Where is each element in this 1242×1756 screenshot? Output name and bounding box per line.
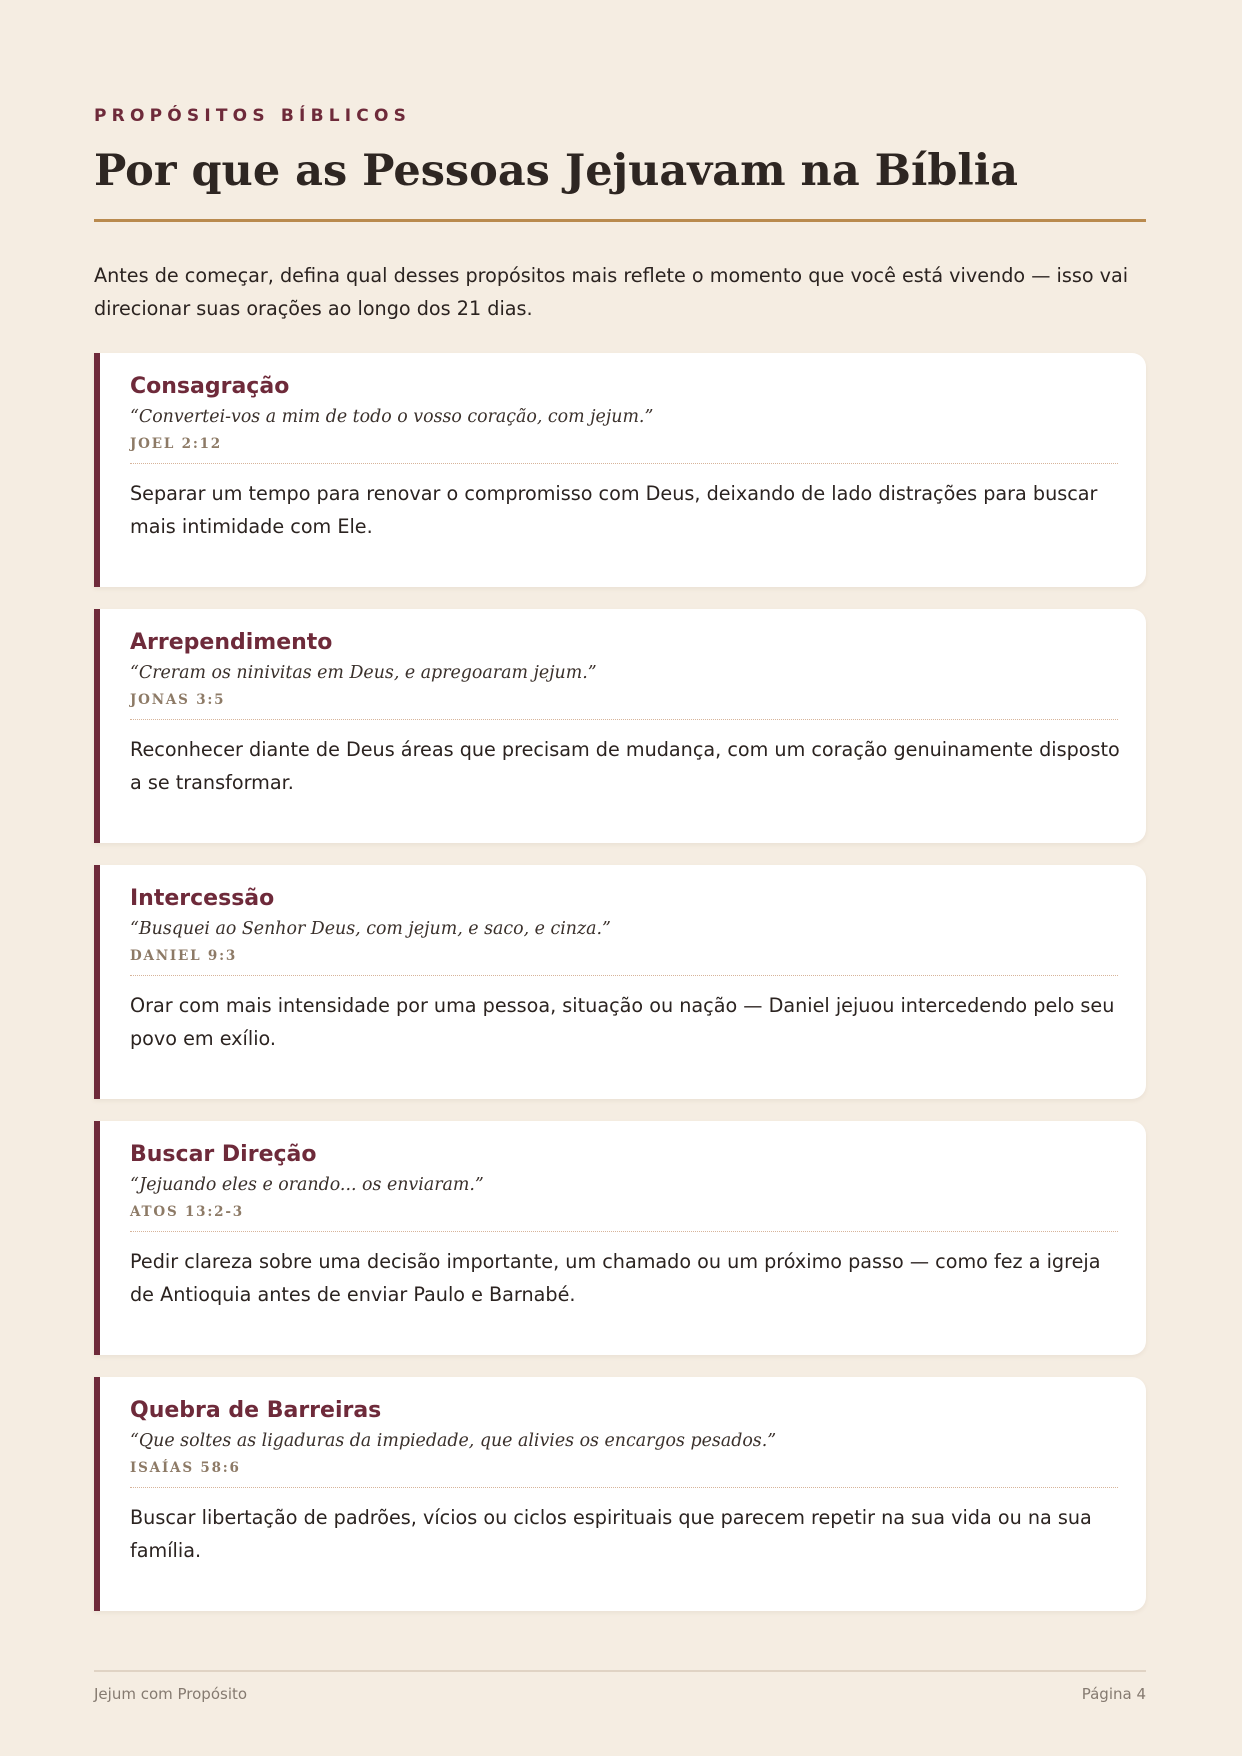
footer-document-title: Jejum com Propósito — [94, 1685, 248, 1703]
title-divider — [94, 219, 1146, 222]
purpose-card-intercessao — [94, 865, 1146, 1099]
card-description: Pedir clareza sobre uma decisão importante, um chamado ou um próximo passo — como fez a igreja de Antioquia antes de enviar Paulo e Barnabé. — [130, 1250, 1101, 1306]
card-divider — [130, 1231, 1118, 1232]
card-reference: JONAS 3:5 — [130, 692, 226, 708]
card-divider — [130, 719, 1118, 720]
intro-paragraph: Antes de começar, defina qual desses propósitos mais reflete o momento que você está vivendo — isso vai direcionar suas orações ao longo dos 21 dias. — [94, 264, 1129, 320]
card-title: Intercessão — [130, 886, 275, 911]
card-title: Buscar Direção — [130, 1142, 317, 1167]
document-page — [94, 0, 1146, 1756]
card-description: Orar com mais intensidade por uma pessoa, situação ou nação — Daniel jejuou intercedendo pelo seu povo em exílio. — [130, 994, 1115, 1050]
purpose-card-consagracao — [94, 353, 1146, 587]
purpose-cards — [94, 353, 1146, 1611]
page-title: Por que as Pessoas Jejuavam na Bíblia — [94, 146, 1018, 196]
card-title: Consagração — [130, 374, 290, 399]
card-title: Arrependimento — [130, 630, 333, 655]
card-quote: “Jejuando eles e orando... os enviaram.” — [130, 1175, 484, 1195]
card-description: Reconhecer diante de Deus áreas que precisam de mudança, com um coração genuinamente disposto a se transformar. — [130, 738, 1120, 794]
footer-divider — [94, 1670, 1146, 1672]
card-description: Separar um tempo para renovar o compromisso com Deus, deixando de lado distrações para buscar mais intimidade com Ele. — [130, 482, 1098, 538]
card-title: Quebra de Barreiras — [130, 1398, 382, 1423]
card-quote: “Busquei ao Senhor Deus, com jejum, e saco, e cinza.” — [130, 919, 611, 939]
card-quote: “Creram os ninivitas em Deus, e apregoaram jejum.” — [130, 663, 597, 683]
card-divider — [130, 1487, 1118, 1488]
card-description: Buscar libertação de padrões, vícios ou ciclos espirituais que parecem repetir na sua vida ou na sua família. — [130, 1506, 1092, 1562]
section-eyebrow: PROPÓSITOS BÍBLICOS — [94, 106, 412, 126]
card-reference: JOEL 2:12 — [130, 436, 222, 452]
footer-page-number: Página 4 — [1081, 1685, 1146, 1703]
purpose-card-buscar-direcao — [94, 1121, 1146, 1355]
card-reference: ISAÍAS 58:6 — [130, 1460, 241, 1476]
card-reference: ATOS 13:2-3 — [130, 1204, 244, 1220]
card-quote: “Que soltes as ligaduras da impiedade, que alivies os encargos pesados.” — [130, 1431, 777, 1451]
card-divider — [130, 975, 1118, 976]
purpose-card-quebra-de-barreiras — [94, 1377, 1146, 1611]
purpose-card-arrependimento — [94, 609, 1146, 843]
card-divider — [130, 463, 1118, 464]
card-reference: DANIEL 9:3 — [130, 948, 238, 964]
card-quote: “Convertei-vos a mim de todo o vosso coração, com jejum.” — [130, 407, 654, 427]
